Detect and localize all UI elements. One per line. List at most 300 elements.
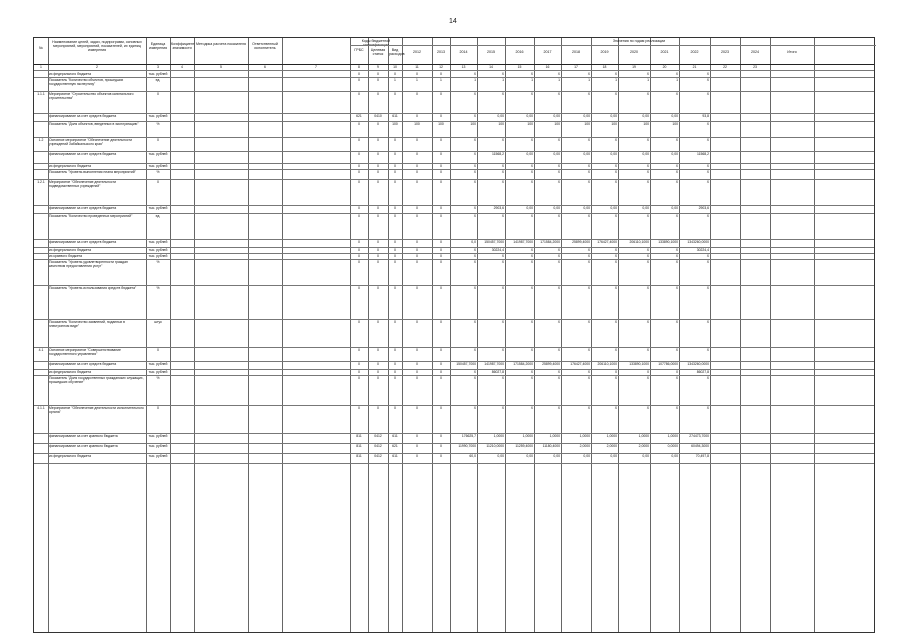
header-cell: Вид расходов	[389, 48, 405, 57]
row-value: Х	[415, 92, 419, 96]
row-value: Х	[376, 122, 380, 126]
row-unit: ед.	[155, 214, 161, 218]
row-number	[35, 114, 47, 120]
row-value: Х	[393, 240, 397, 244]
row-value: 1	[416, 78, 418, 82]
row-value: 0,00	[610, 206, 617, 210]
row-value: Х	[439, 206, 443, 210]
row-value: Х	[376, 92, 380, 96]
table-row	[34, 121, 876, 137]
row-value: Х	[357, 122, 361, 126]
row-value: 0,00	[610, 152, 617, 156]
row-unit: %	[156, 286, 160, 290]
row-value: Х	[415, 406, 419, 410]
row-value: Х	[393, 164, 397, 168]
row-name: Показатель "Количество объектов, прошедших государственную экспертизу"	[49, 78, 124, 86]
row-value: Х	[473, 152, 476, 156]
year-header: 2020	[630, 50, 638, 54]
row-unit: Х	[156, 92, 160, 96]
year-header: 2017	[543, 50, 552, 54]
row-value: 0,00	[583, 152, 590, 156]
row-value: Х	[376, 240, 380, 244]
row-value: Х	[587, 248, 590, 252]
row-value: Х	[706, 348, 709, 352]
row-value: Х	[614, 214, 617, 218]
table-row	[34, 213, 876, 239]
row-value: Х	[614, 72, 617, 76]
row-value: Х	[357, 362, 361, 366]
row-value: Х	[675, 180, 678, 184]
table-row	[34, 91, 876, 113]
column-index: 21	[692, 65, 697, 69]
row-value: 1,0000	[522, 434, 533, 438]
row-value: 1,0000	[667, 434, 678, 438]
row-value: Х	[439, 164, 443, 168]
row-value: 133890,1000	[658, 240, 678, 244]
row-value: Х	[587, 214, 590, 218]
row-value: Х	[376, 406, 380, 410]
row-value: Х	[530, 92, 533, 96]
row-value: Х	[675, 406, 678, 410]
table-row	[34, 347, 876, 361]
row-value: Х	[439, 180, 443, 184]
page-number: 14	[449, 18, 457, 25]
row-value: Х	[614, 92, 617, 96]
row-value: 0	[615, 370, 617, 374]
row-number	[35, 362, 47, 368]
row-value: Х	[501, 92, 504, 96]
budget-code-group-header: Коды бюджетной классификации	[361, 39, 391, 48]
row-value: Х	[473, 260, 476, 264]
row-value: 30224,4	[696, 248, 709, 252]
row-value: Х	[706, 72, 709, 76]
row-value: Х	[675, 376, 678, 380]
row-value: Х	[557, 92, 560, 96]
row-value: 0,00	[583, 206, 590, 210]
row-value: Х	[614, 286, 617, 290]
row-value: Х	[614, 254, 617, 258]
row-value: Х	[646, 254, 649, 258]
row-value: Х	[376, 254, 380, 258]
row-value: Х	[587, 254, 590, 258]
row-value: Х	[501, 180, 504, 184]
row-value: 60,0	[469, 454, 476, 458]
row-value: Х	[646, 180, 649, 184]
row-number	[35, 376, 47, 404]
row-unit: тыс. рублей	[148, 254, 168, 258]
table-row	[34, 179, 876, 205]
row-number	[35, 254, 47, 258]
row-value: Х	[706, 122, 709, 126]
row-value: 0,00	[553, 206, 560, 210]
row-value: Х	[646, 138, 649, 142]
row-value: 11568,2	[491, 152, 504, 156]
row-name: Мероприятие "Обеспечение деятельности подведомственных учреждений"	[49, 180, 117, 188]
row-value: Х	[646, 260, 649, 264]
row-value: 206110,1000	[629, 240, 649, 244]
row-value: Х	[614, 248, 617, 252]
row-value: Х	[675, 260, 678, 264]
column-index: 14	[489, 65, 493, 69]
row-value: Х	[706, 138, 709, 142]
row-value: Х	[614, 138, 617, 142]
row-value: 811	[356, 454, 362, 458]
row-name: Мероприятие "Строительство объектов капитального строительства"	[49, 92, 134, 100]
row-value: Х	[530, 406, 533, 410]
row-value: 0,00	[553, 152, 560, 156]
row-value: 100	[643, 122, 649, 126]
row-value: Х	[473, 248, 476, 252]
row-value: Х	[646, 406, 649, 410]
row-number: 4.1.1	[37, 406, 45, 410]
row-value: Х	[473, 286, 476, 290]
row-value: 86027,8	[696, 370, 709, 374]
row-value: 0,00	[642, 152, 649, 156]
header-cell: №	[39, 46, 43, 50]
row-value: Х	[439, 254, 443, 258]
row-value: Х	[530, 214, 533, 218]
row-value: 2,0000	[579, 444, 590, 448]
row-number	[35, 122, 47, 136]
row-value: 0,00	[526, 114, 533, 118]
row-value: 811	[356, 434, 362, 438]
row-number	[35, 152, 47, 162]
table-row	[34, 169, 876, 179]
row-value: 0,00	[583, 454, 590, 458]
row-value: Х	[706, 214, 709, 218]
row-value: Х	[646, 170, 649, 174]
program-table	[33, 37, 875, 633]
row-value: 2903,6	[698, 206, 709, 210]
row-value: 11210,0000	[486, 444, 504, 448]
year-header: 2014	[459, 50, 468, 54]
row-value: Х	[706, 320, 709, 324]
row-value: Х	[439, 454, 443, 458]
row-name: финансирование за счет средств бюджета	[49, 152, 117, 156]
row-value: Х	[557, 138, 560, 142]
row-value: Х	[646, 286, 649, 290]
year-header: 2023	[721, 50, 729, 54]
row-value: 206110,1000	[597, 362, 617, 366]
header-cell: Единица измерения	[148, 42, 168, 51]
row-value: Х	[706, 180, 709, 184]
row-value: 1	[647, 78, 649, 82]
row-unit: тыс. рублей	[148, 370, 168, 374]
row-value: Х	[415, 260, 419, 264]
row-value: Х	[376, 348, 380, 352]
row-name: Основное мероприятие "Совершенствование государственного управления"	[49, 348, 121, 356]
row-value: Х	[376, 260, 380, 264]
row-value: Х	[439, 348, 443, 352]
row-value: Х	[357, 214, 361, 218]
row-value: Х	[439, 170, 443, 174]
row-value: Х	[587, 348, 590, 352]
row-value: Х	[415, 170, 419, 174]
row-value: Х	[501, 170, 504, 174]
row-value: Х	[376, 286, 380, 290]
row-value: Х	[614, 164, 617, 168]
row-unit: тыс. рублей	[148, 240, 168, 244]
table-row	[34, 319, 876, 347]
row-value: Х	[357, 164, 361, 168]
row-value: Х	[675, 72, 678, 76]
row-value: 0410	[374, 114, 382, 118]
table-row	[34, 113, 876, 121]
row-value: Х	[376, 370, 380, 374]
row-value: Х	[675, 348, 678, 352]
row-value: Х	[587, 320, 590, 324]
row-value: Х	[376, 170, 380, 174]
row-value: Х	[439, 434, 443, 438]
row-value: Х	[501, 254, 504, 258]
row-value: 1,0000	[549, 434, 560, 438]
row-name: Основное мероприятие "Обеспечение деятельности учреждений Забайкальского края"	[49, 138, 133, 146]
row-value: 0412	[374, 444, 382, 448]
row-value: Х	[557, 180, 560, 184]
row-value: Х	[530, 164, 533, 168]
row-value: 0,0000	[667, 444, 678, 448]
row-value: 176625,7	[461, 434, 476, 438]
row-value: Х	[473, 164, 476, 168]
row-value: Х	[393, 180, 397, 184]
row-value: Х	[706, 406, 709, 410]
row-value: Х	[415, 434, 419, 438]
row-value: Х	[675, 248, 678, 252]
row-value: Х	[393, 206, 397, 210]
row-value: Х	[357, 320, 361, 324]
row-number: 4.1	[38, 348, 44, 352]
row-value: 11180,4000	[542, 444, 560, 448]
row-value: Х	[415, 152, 419, 156]
row-number	[35, 320, 47, 346]
row-value: Х	[501, 348, 504, 352]
table-row	[34, 259, 876, 285]
row-number	[35, 214, 47, 238]
row-value: Х	[473, 320, 476, 324]
row-value: Х	[646, 214, 649, 218]
row-value: 171584,2000	[513, 362, 533, 366]
row-value: 0,00	[553, 454, 560, 458]
row-value: Х	[614, 260, 617, 264]
row-name: финансирование за счет средств бюджета	[49, 240, 117, 244]
table-row	[34, 77, 876, 91]
row-name: из федерального бюджета	[49, 72, 91, 76]
row-name: Показатель "Уровень использования средств бюджета"	[49, 286, 137, 290]
row-value: Х	[439, 92, 443, 96]
row-value: Х	[473, 370, 476, 374]
row-value: Х	[357, 92, 361, 96]
row-value: 0,00	[610, 114, 617, 118]
row-value: Х	[439, 138, 443, 142]
row-value: Х	[439, 248, 443, 252]
row-value: Х	[393, 214, 397, 218]
year-header: 2012	[413, 50, 421, 54]
row-number: 1.1.1	[37, 92, 45, 96]
row-name: из федерального бюджета	[49, 454, 91, 458]
row-value: Х	[646, 92, 649, 96]
row-value: Х	[530, 370, 533, 374]
row-value: Х	[439, 72, 443, 76]
row-value: 611	[392, 114, 398, 118]
column-index: 16	[545, 65, 550, 69]
table-row	[34, 405, 876, 433]
row-value: Х	[587, 376, 590, 380]
year-header: Итого	[787, 50, 797, 54]
row-value: 274473,7000	[689, 434, 709, 438]
row-value: Х	[501, 260, 504, 264]
row-name: Показатель "Доля государственных гражданских служащих, прошедших обучение"	[49, 376, 144, 384]
row-value: 1,0000	[606, 434, 617, 438]
row-unit: Х	[156, 180, 160, 184]
row-value: Х	[376, 248, 380, 252]
row-value: 100	[527, 122, 533, 126]
row-value: Х	[357, 170, 361, 174]
row-value: Х	[557, 260, 560, 264]
column-index: 5	[220, 65, 222, 69]
row-value: 0,00	[610, 454, 617, 458]
row-unit: тыс. рублей	[148, 454, 168, 458]
row-value: Х	[357, 78, 361, 82]
row-value: Х	[557, 370, 560, 374]
row-unit: тыс. рублей	[148, 114, 168, 118]
row-number	[35, 454, 47, 462]
row-number	[35, 206, 47, 212]
row-value: 171584,2000	[540, 240, 560, 244]
row-value: Х	[393, 406, 397, 410]
row-value: Х	[530, 254, 533, 258]
row-value: Х	[706, 376, 709, 380]
row-value: Х	[473, 214, 476, 218]
row-unit: тыс. рублей	[148, 164, 168, 168]
year-header: 2021	[660, 50, 669, 54]
row-value: Х	[393, 92, 397, 96]
row-value: 100	[470, 122, 476, 126]
row-value: Х	[393, 260, 397, 264]
row-value: Х	[357, 152, 361, 156]
column-index: 22	[723, 65, 727, 69]
column-index: 13	[461, 65, 466, 69]
row-number	[35, 248, 47, 252]
row-value: 1343260,0000	[687, 240, 709, 244]
row-value: 0,00	[671, 152, 678, 156]
column-index: 10	[393, 65, 397, 69]
row-value: Х	[415, 370, 419, 374]
row-unit: тыс. рублей	[148, 206, 168, 210]
row-value: Х	[530, 180, 533, 184]
row-rule	[34, 463, 874, 464]
table-row	[34, 285, 876, 319]
row-number: 1.2	[38, 138, 44, 142]
row-unit: %	[156, 376, 160, 380]
row-value: Х	[393, 362, 397, 366]
row-value: Х	[376, 164, 380, 168]
table-row	[34, 239, 876, 247]
row-value: Х	[415, 206, 419, 210]
row-value: 2903,6	[493, 206, 504, 210]
row-value: Х	[706, 170, 709, 174]
row-value: Х	[473, 72, 476, 76]
row-value: 100	[392, 122, 398, 126]
row-value: 11990,7000	[458, 444, 476, 448]
column-index: 12	[439, 65, 443, 69]
column-index: 9	[377, 65, 379, 69]
row-value: Х	[530, 260, 533, 264]
row-value: Х	[473, 138, 476, 142]
row-value: Х	[530, 320, 533, 324]
row-value: Х	[439, 406, 443, 410]
row-value: 1,0000	[579, 434, 590, 438]
row-value: Х	[415, 72, 419, 76]
row-value: Х	[357, 348, 361, 352]
row-value: Х	[530, 170, 533, 174]
row-value: Х	[415, 444, 419, 448]
row-value: Х	[357, 138, 361, 142]
row-name: Показатель "Количество заявлений, поданных в электронном виде"	[49, 320, 125, 328]
row-value: Х	[393, 138, 397, 142]
row-value: 0,00	[553, 114, 560, 118]
row-value: Х	[473, 180, 476, 184]
year-header: 2013	[437, 50, 445, 54]
row-value: Х	[675, 254, 678, 258]
row-value: 100	[498, 122, 504, 126]
column-index: 15	[517, 65, 522, 69]
row-value: Х	[614, 348, 617, 352]
row-value: Х	[357, 180, 361, 184]
row-value: 0,00	[526, 152, 533, 156]
row-value: Х	[501, 406, 504, 410]
row-value: Х	[473, 406, 476, 410]
row-number	[35, 260, 47, 284]
row-number	[35, 72, 47, 76]
row-value: 141987,7000	[513, 240, 533, 244]
row-value: 2,0000	[606, 444, 617, 448]
row-value: Х	[357, 370, 361, 374]
row-value: Х	[646, 348, 649, 352]
row-value: Х	[706, 92, 709, 96]
column-index: 20	[662, 65, 667, 69]
row-unit: %	[156, 122, 160, 126]
row-value: 0,00	[497, 114, 504, 118]
row-value: Х	[415, 376, 419, 380]
row-value: Х	[587, 370, 590, 374]
row-value: 0,00	[642, 114, 649, 118]
table-row	[34, 137, 876, 151]
row-value: Х	[357, 260, 361, 264]
row-number	[35, 444, 47, 452]
row-value: 1	[588, 78, 590, 82]
row-value: Х	[614, 320, 617, 324]
row-value: 2,0000	[638, 444, 649, 448]
row-value: Х	[501, 164, 504, 168]
row-value: Х	[439, 376, 443, 380]
row-value: Х	[557, 72, 560, 76]
row-value: Х	[587, 92, 590, 96]
row-value: 0,00	[497, 454, 504, 458]
row-unit: тыс. рублей	[148, 248, 168, 252]
row-value: Х	[530, 348, 533, 352]
row-value: Х	[415, 180, 419, 184]
row-value: Х	[439, 240, 443, 244]
row-value: Х	[439, 320, 443, 324]
row-value: Х	[706, 286, 709, 290]
row-value: 25899,4000	[542, 362, 560, 366]
column-index: 3	[157, 65, 159, 69]
row-value: Х	[557, 376, 560, 380]
year-header: 2015	[487, 50, 495, 54]
row-value: Х	[357, 206, 361, 210]
row-value: Х	[393, 254, 397, 258]
row-value: Х	[587, 170, 590, 174]
